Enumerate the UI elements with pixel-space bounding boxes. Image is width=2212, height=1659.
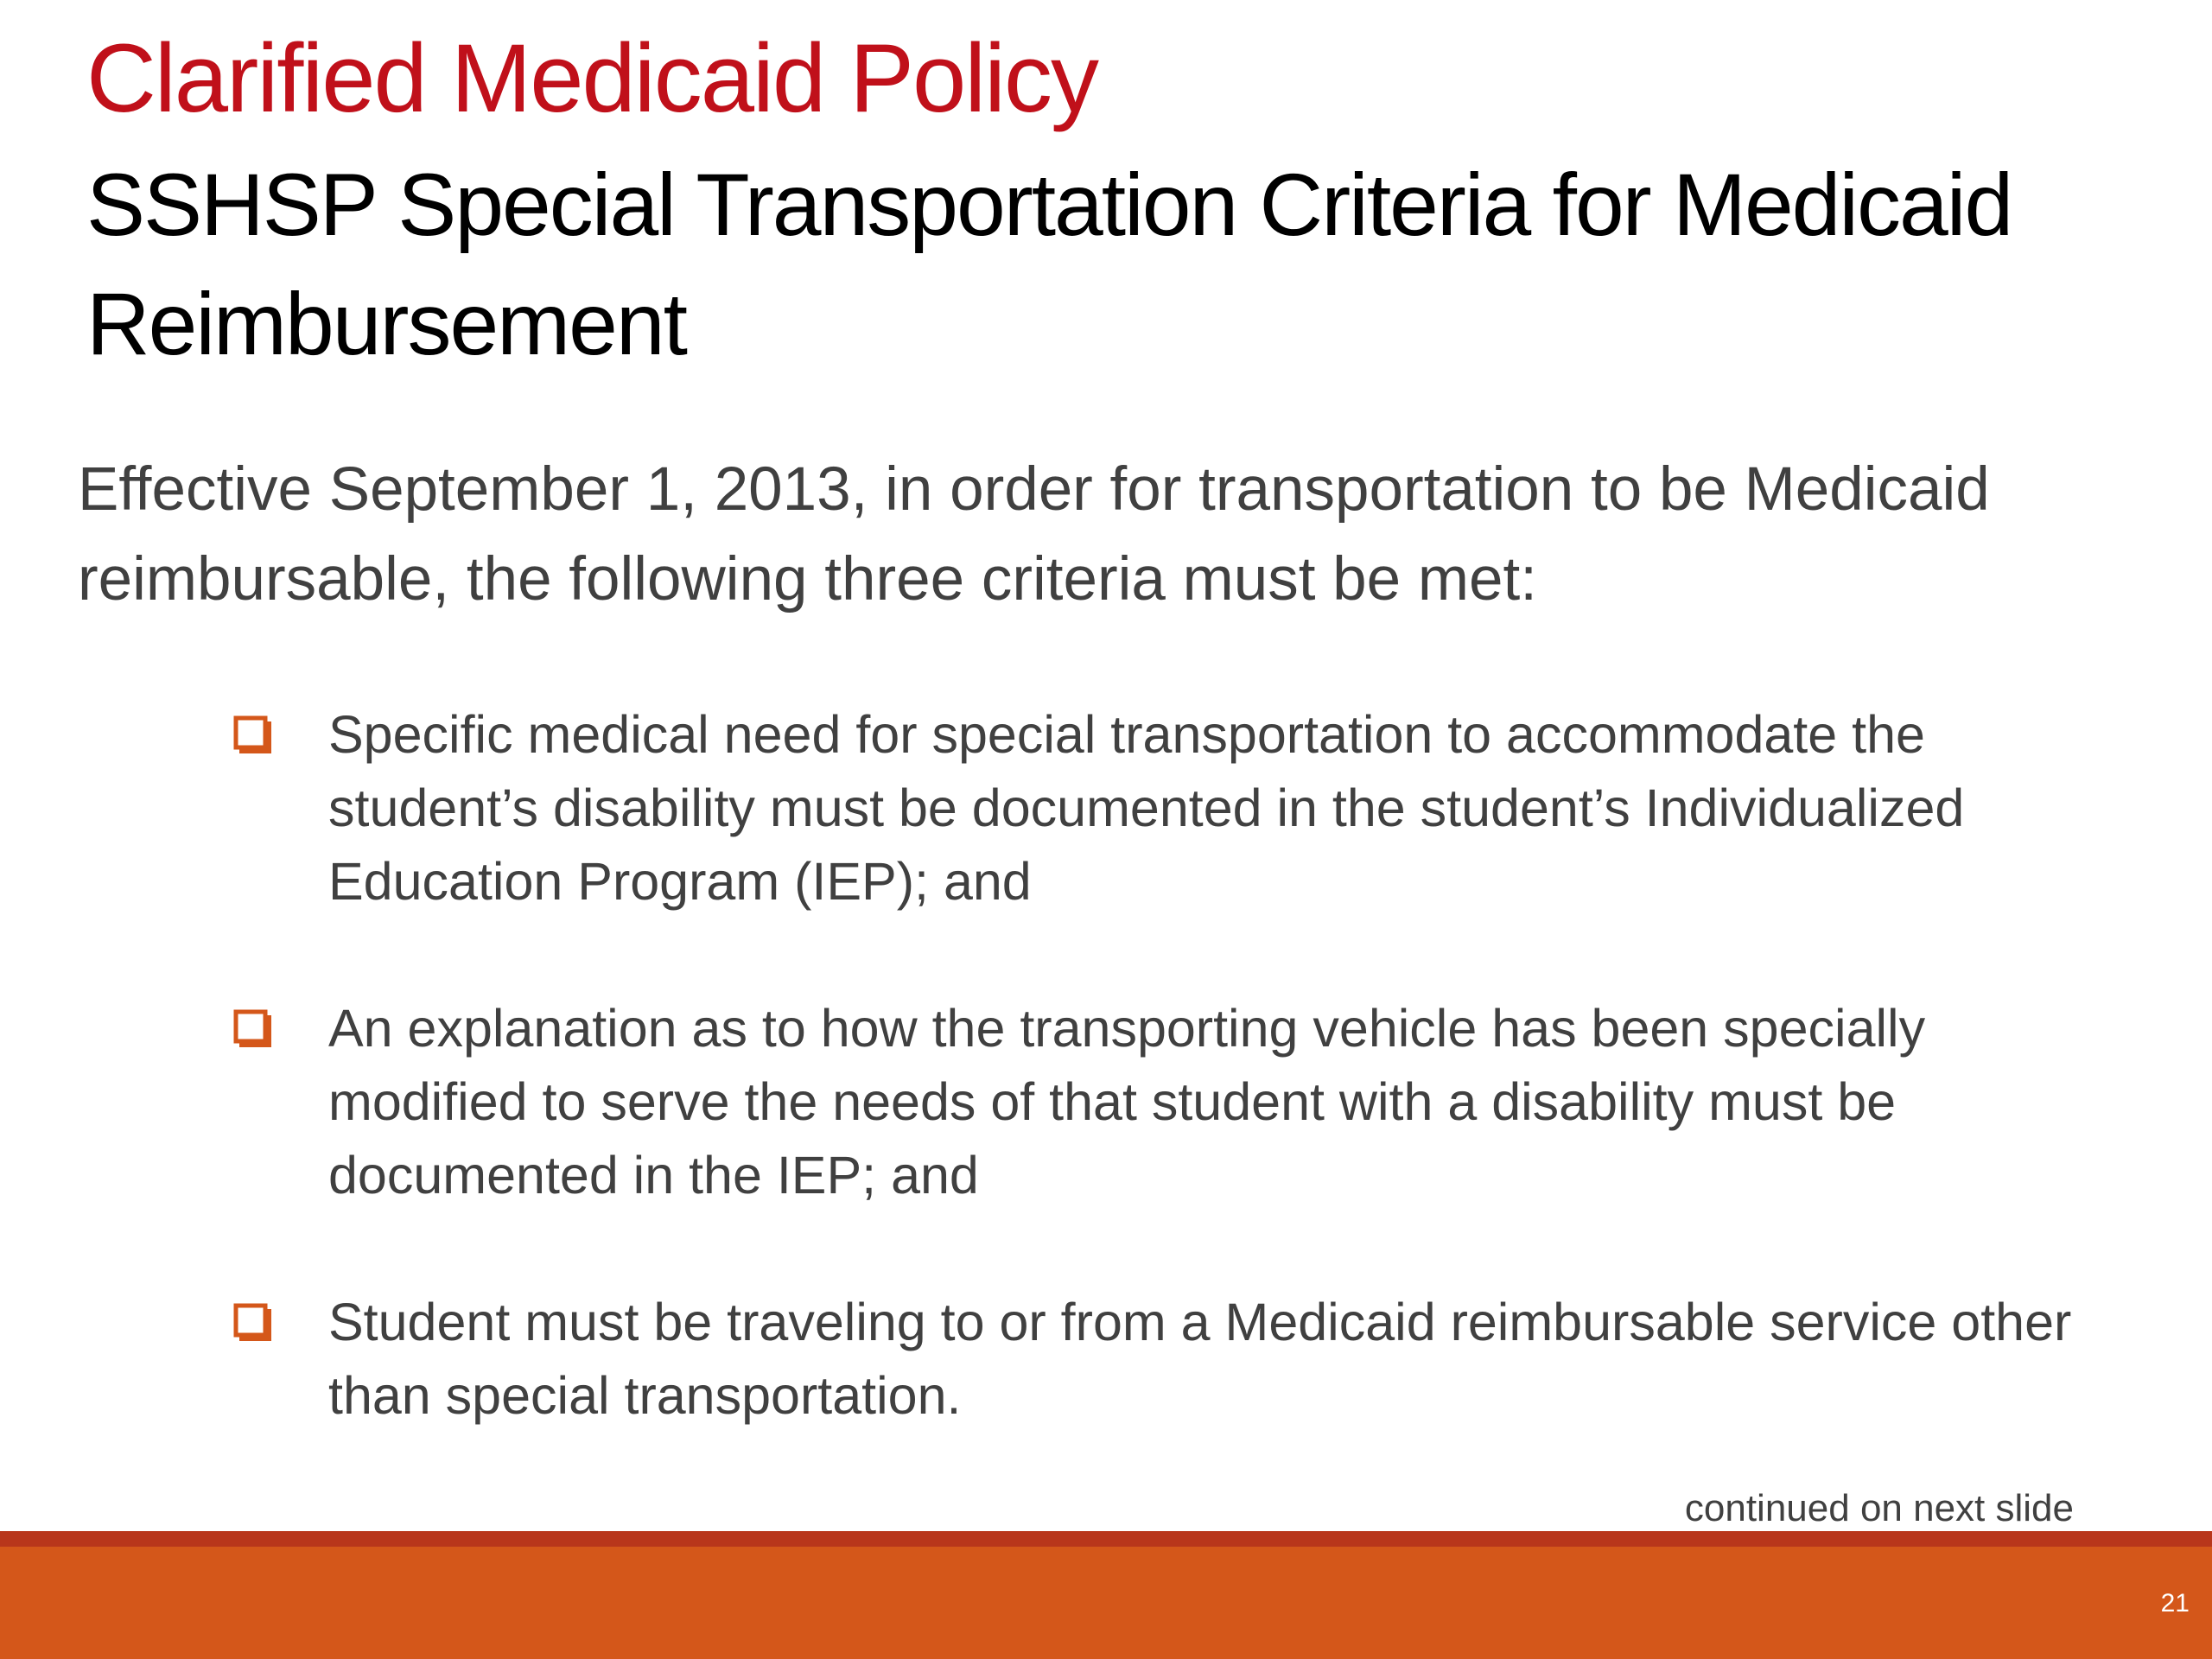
criterion-item-3 — [233, 1286, 2091, 1433]
footer-bar — [0, 1547, 2212, 1659]
criterion-text: An explanation as to how the transporting vehicle has been specially modified to serve the needs of that student with a disability must be documented in the IEP; and — [328, 999, 1926, 1205]
slide-number: 21 — [2160, 1589, 2190, 1618]
slide-title: Clarified Medicaid Policy — [86, 24, 1098, 132]
criterion-text: Specific medical need for special transportation to accommodate the student’s disability must be documented in the student’s Individualized Education Program (IEP); and — [328, 705, 1965, 911]
checkbox-icon — [233, 1009, 271, 1047]
criteria-list — [233, 698, 2091, 1506]
continued-note: continued on next slide — [1684, 1487, 2074, 1529]
criterion-item-1 — [233, 698, 2091, 918]
footer-divider — [0, 1531, 2212, 1547]
checkbox-icon — [233, 1303, 271, 1341]
criterion-item-2 — [233, 992, 2091, 1212]
criterion-text: Student must be traveling to or from a Medicaid reimbursable service other than special transportation. — [328, 1293, 2072, 1425]
checkbox-icon — [233, 715, 271, 753]
slide-subtitle: SSHSP Special Transportation Criteria for Medicaid Reimbursement — [86, 156, 2012, 373]
intro-paragraph: Effective September 1, 2013, in order for transportation to be Medicaid reimbursable, the following three criteria must be met: — [78, 455, 1990, 613]
